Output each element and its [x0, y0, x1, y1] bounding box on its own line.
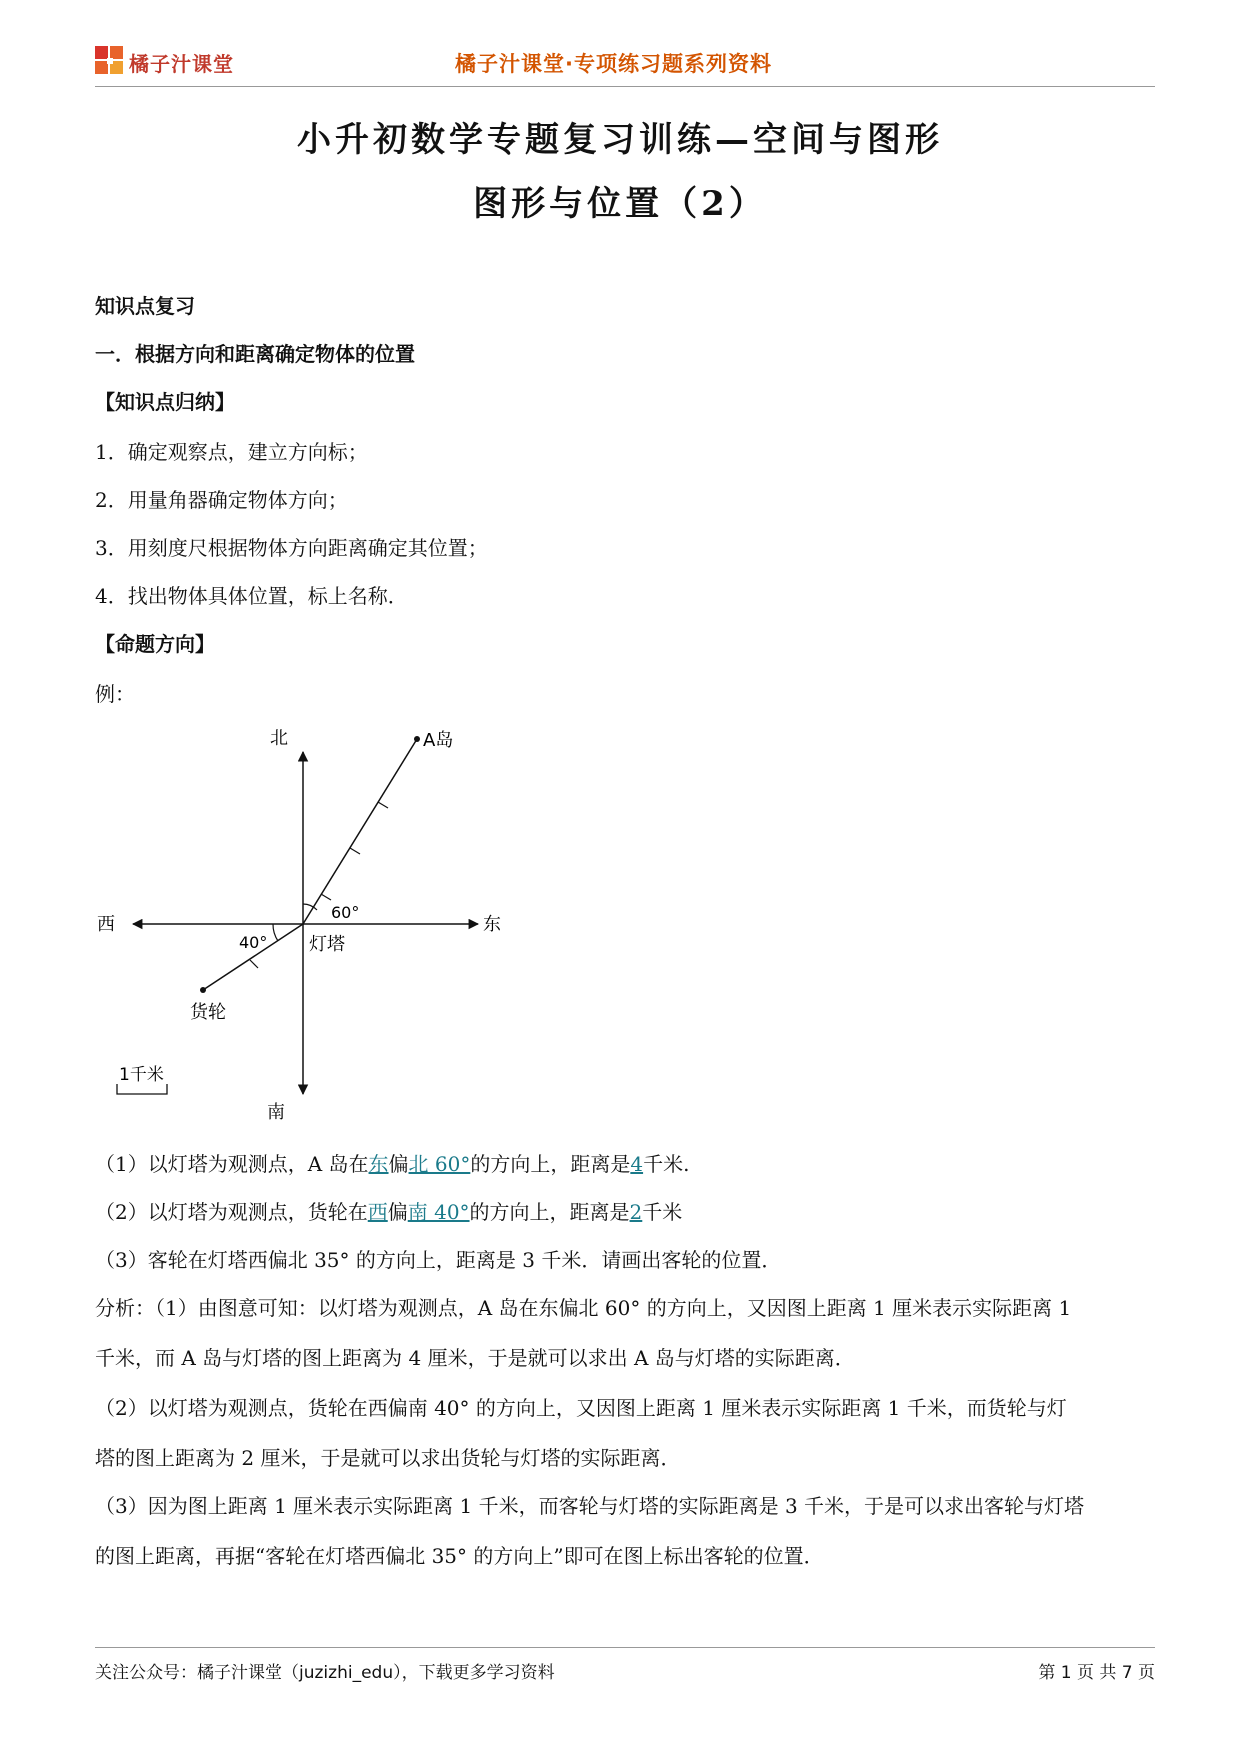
tick — [350, 848, 360, 854]
analysis-line: 千米，而 A 岛与灯塔的图上距离为 4 厘米，于是就可以求出 A 岛与灯塔的实际距离． — [95, 1346, 855, 1370]
q2-prefix: （2）以灯塔为观测点，货轮在 — [95, 1200, 368, 1224]
tick — [321, 894, 331, 900]
q1-dist: 4 — [630, 1152, 644, 1176]
analysis-line: （3）因为图上距离 1 厘米表示实际距离 1 千米，而客轮与灯塔的实际距离是 3 千米，于是可以求出客轮与灯塔 — [95, 1494, 1085, 1518]
ship-label: 货轮 — [190, 1002, 226, 1023]
logo-text: 橘子汁课堂 — [129, 52, 234, 76]
logo-icon — [95, 46, 125, 76]
island-point — [414, 736, 420, 742]
q2-dir2: 南 40° — [407, 1200, 470, 1224]
knowledge-heading: 【知识点归纳】 — [95, 390, 235, 414]
ship-point — [200, 987, 206, 993]
footer-promo: 关注公众号：橘子汁课堂（juzizhi_edu），下载更多学习资料 — [95, 1663, 555, 1683]
q1-mid: 偏 — [388, 1152, 409, 1176]
tick — [250, 960, 258, 968]
q1-prefix: （1）以灯塔为观测点，A 岛在 — [95, 1152, 369, 1176]
q2-suffix: 千米 — [642, 1200, 683, 1224]
tick — [378, 802, 388, 808]
step-2: 2．用量角器确定物体方向； — [95, 488, 348, 512]
example-label: 例： — [95, 682, 135, 706]
analysis-line: （2）以灯塔为观测点，货轮在西偏南 40° 的方向上，又因图上距离 1 厘米表示实际距离 1 千米，而货轮与灯 — [95, 1396, 1067, 1420]
scale-bar — [117, 1084, 167, 1094]
angle-arc-sw — [273, 924, 278, 941]
page-header — [95, 42, 1155, 87]
south-label: 南 — [267, 1102, 285, 1123]
island-label: A岛 — [423, 730, 454, 751]
direction-heading: 【命题方向】 — [95, 632, 215, 656]
analysis-line: 塔的图上距离为 2 厘米，于是就可以求出货轮与灯塔的实际距离． — [95, 1446, 681, 1470]
lighthouse-label: 灯塔 — [309, 934, 345, 955]
step-3: 3．用刻度尺根据物体方向距离确定其位置； — [95, 536, 488, 560]
island-line — [303, 739, 417, 924]
page-footer — [95, 1647, 1155, 1688]
q2-dist: 2 — [629, 1200, 643, 1224]
q1-dir1: 东 — [368, 1152, 389, 1176]
step-1: 1．确定观察点，建立方向标； — [95, 440, 368, 464]
section-heading: 一．根据方向和距离确定物体的位置 — [95, 342, 415, 366]
analysis-line: 的图上距离，再据“客轮在灯塔西偏北 35° 的方向上”即可在图上标出客轮的位置． — [95, 1544, 824, 1568]
question-3: （3）客轮在灯塔西偏北 35° 的方向上，距离是 3 千米．请画出客轮的位置． — [95, 1248, 782, 1272]
q1-middle: 的方向上，距离是 — [470, 1152, 631, 1176]
step-4: 4．找出物体具体位置，标上名称． — [95, 584, 408, 608]
question-1 — [95, 1148, 689, 1177]
direction-diagram — [95, 722, 535, 1142]
analysis-line: 分析：（1）由图意可知：以灯塔为观测点，A 岛在东偏北 60° 的方向上，又因图上距离 1 厘米表示实际距离 1 — [95, 1296, 1072, 1320]
west-label: 西 — [97, 914, 115, 935]
header-title: 橘子汁课堂·专项练习题系列资料 — [455, 52, 772, 76]
q1-suffix: 千米. — [643, 1152, 690, 1176]
angle-ne-label: 60° — [331, 903, 360, 922]
page-subtitle: 图形与位置（2） — [473, 184, 767, 224]
q2-dir1: 西 — [367, 1200, 388, 1224]
question-2 — [95, 1196, 682, 1225]
section-label: 知识点复习 — [95, 294, 195, 318]
scale-label: 1千米 — [119, 1065, 164, 1085]
north-label: 北 — [270, 728, 288, 749]
page-title: 小升初数学专题复习训练—空间与图形 — [297, 120, 943, 160]
page-number: 第 1 页 共 7 页 — [1038, 1663, 1155, 1683]
east-label: 东 — [483, 914, 501, 935]
q1-dir2: 北 60° — [408, 1152, 471, 1176]
q2-middle: 的方向上，距离是 — [469, 1200, 630, 1224]
angle-sw-label: 40° — [239, 933, 268, 952]
q2-mid: 偏 — [387, 1200, 408, 1224]
